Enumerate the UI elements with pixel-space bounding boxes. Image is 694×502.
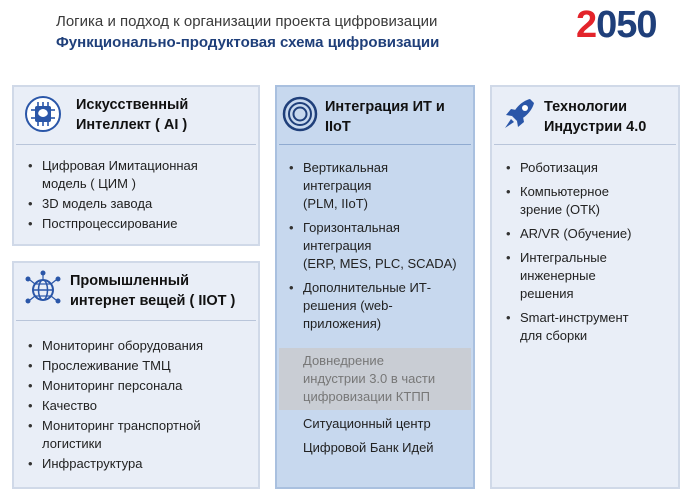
card-tech [490, 85, 680, 489]
list-item: зрение (ОТК) [520, 202, 600, 217]
card-integration-title-line2: IIoT [325, 119, 351, 135]
card-tech-title-line2: Индустрии 4.0 [544, 119, 647, 135]
card-ai [12, 85, 260, 246]
list-item: • Вертикальная [303, 159, 471, 177]
logo-2050: 2050 [576, 4, 657, 46]
list-item: • AR/VR (Обучение) [520, 225, 676, 243]
rocket-icon [500, 95, 538, 133]
card-integration [275, 85, 475, 489]
brain-chip-icon [24, 95, 62, 133]
card-integration-title-line1: Интеграция ИТ и [325, 99, 445, 115]
card-ai-title-line2: Интеллект ( AI ) [76, 117, 188, 133]
list-item: интеграция [303, 238, 372, 253]
list-item: инженерные [520, 268, 596, 283]
list-item: (PLM, IIoT) [303, 196, 369, 211]
highlighted-item [279, 348, 471, 410]
list-item: Цифровой Банк Идей [303, 440, 434, 455]
list-item: • Мониторинг транспортной [42, 417, 256, 435]
list-item: • Постпроцессирование [42, 215, 256, 233]
list-item: • Компьютерное [520, 183, 676, 201]
list-item: • Дополнительные ИТ- [303, 279, 471, 297]
list-item: • Цифровая Имитационная [42, 157, 256, 175]
list-item: логистики [42, 436, 102, 451]
list-item: • Прослеживание ТМЦ [42, 357, 256, 375]
card-iiot [12, 261, 260, 489]
list-item: • Мониторинг оборудования [42, 337, 256, 355]
globe-network-icon [24, 269, 62, 307]
list-item: • Мониторинг персонала [42, 377, 256, 395]
list-item: • Интегральные [520, 249, 676, 267]
list-item: индустрии 3.0 в части [303, 370, 471, 388]
header-subtitle: Логика и подход к организации проекта цифровизации [56, 13, 438, 30]
list-item: для сборки [520, 328, 588, 343]
list-item: цифровизации КТПП [303, 388, 471, 406]
list-item: интеграция [303, 178, 372, 193]
card-iiot-title-line1: Промышленный [70, 273, 190, 289]
list-item: • Инфраструктура [42, 455, 256, 473]
list-item: приложения) [303, 316, 382, 331]
list-item: • Smart-инструмент [520, 309, 676, 327]
card-ai-title-line1: Искусственный [76, 97, 189, 113]
list-item: решения (web- [303, 298, 393, 313]
list-item: Довнедрение [303, 352, 471, 370]
card-tech-title-line1: Технологии [544, 99, 628, 115]
list-item: • Качество [42, 397, 256, 415]
list-item: модель ( ЦИМ ) [42, 176, 136, 191]
card-iiot-title-line2: интернет вещей ( IIOT ) [70, 293, 236, 309]
list-item: • 3D модель завода [42, 195, 256, 213]
list-item: решения [520, 286, 574, 301]
list-item: • Роботизация [520, 159, 676, 177]
list-item: Ситуационный центр [303, 416, 431, 431]
list-item: (ERP, MES, PLC, SCADA) [303, 256, 457, 271]
list-item: • Горизонтальная [303, 219, 471, 237]
page-title: Функционально-продуктовая схема цифровизации [56, 34, 440, 51]
rings-icon [281, 95, 319, 133]
